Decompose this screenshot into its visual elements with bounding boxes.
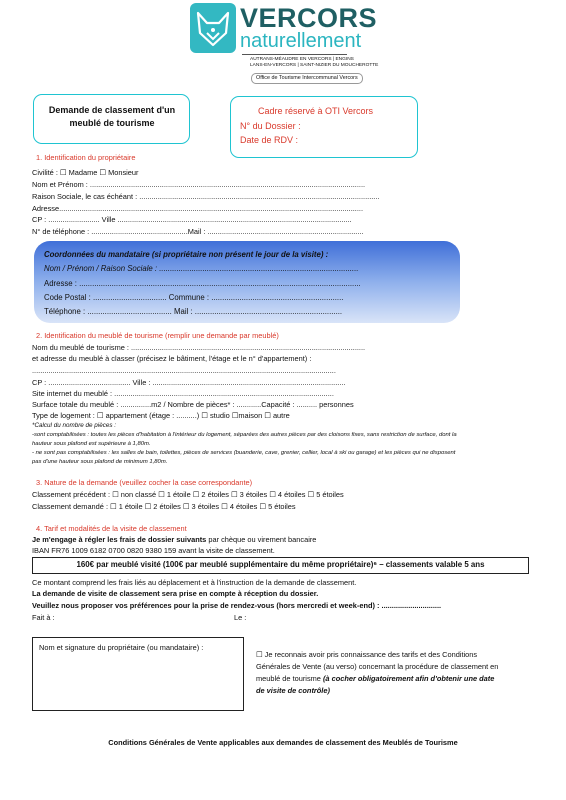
cgv-line-2: Générales de Vente (au verso) concernant la procédure de classement en bbox=[256, 662, 499, 671]
section-4-heading: 4. Tarif et modalités de la visite de classement bbox=[36, 524, 187, 533]
owner-name-field[interactable]: Nom et Prénom : ...................................................................................................................................... bbox=[32, 180, 366, 189]
owner-address-field[interactable]: Adresse.................................................................................................................................................... bbox=[32, 204, 364, 213]
payment-commitment-rest: par chèque ou virement bancaire bbox=[206, 535, 317, 544]
fox-logo-icon bbox=[190, 3, 236, 53]
cgv-line-3-text: meublé de tourisme bbox=[256, 674, 323, 683]
pieces-note-excluded-2: pas d'une hauteur sous plafond de minimum 1,80m. bbox=[32, 459, 168, 465]
civilite-checkboxes[interactable]: Civilité : ☐ Madame ☐ Monsieur bbox=[32, 168, 139, 177]
payment-commitment bbox=[32, 535, 316, 544]
signature-label: Nom et signature du propriétaire (ou mandataire) : bbox=[39, 643, 204, 652]
pieces-note-title: *Calcul du nombre de pièces : bbox=[32, 422, 117, 429]
mandataire-name-field[interactable]: Nom / Prénom / Raison Sociale : ............................................................................................ bbox=[44, 264, 359, 273]
cgv-mandatory-note: (à cocher obligatoirement afin d'obtenir une date bbox=[322, 674, 495, 683]
cgv-footer-title: Conditions Générales de Vente applicables aux demandes de classement des Meublés de Tourisme bbox=[108, 738, 458, 747]
owner-phone-mail-field[interactable]: N° de téléphone : ...............................................Mail : ............................................................................ bbox=[32, 227, 364, 236]
cgv-acknowledgement-checkbox[interactable]: ☐ Je reconnais avoir pris connaissance des tarifs et des Conditions bbox=[256, 650, 478, 659]
brand-name: VERCORS bbox=[240, 3, 378, 33]
owner-cp-ville-field[interactable]: CP : ......................... Ville .................................................................................................................. bbox=[32, 215, 352, 224]
requested-rating-checkboxes[interactable]: Classement demandé : ☐ 1 étoile ☐ 2 étoiles ☐ 3 étoiles ☐ 4 étoiles ☐ 5 étoiles bbox=[32, 502, 296, 511]
cgv-line-3 bbox=[256, 674, 494, 683]
pieces-note-included: -sont comptabilisées : toutes les pièces d'habitation à l'intérieur du logement, séparées des autres pièces par des cloisons fixes, sans restriction de surface, dont la bbox=[32, 432, 457, 438]
fait-a-field[interactable]: Fait à : bbox=[32, 613, 55, 622]
section-3-heading: 3. Nature de la demande (veuillez cocher la case correspondante) bbox=[36, 478, 253, 487]
office-badge: Office de Tourisme Intercommunal Vercors bbox=[251, 73, 363, 84]
rdv-date-field: Date de RDV : bbox=[240, 135, 299, 145]
divider bbox=[242, 54, 347, 55]
pieces-note-excluded: - ne sont pas comptabilisées : les salles de bain, toilettes, pièces de services (buanderie, cave, grenier, cellier, local à ski ou garage) et les pièces qui ne disposent bbox=[32, 450, 456, 456]
payment-commitment-bold: Je m'engage à régler les frais de dossier suivants bbox=[32, 535, 207, 544]
mandataire-phone-field[interactable]: Téléphone : ....................................... Mail : .................................................................... bbox=[44, 307, 343, 316]
pieces-note-included-2: hauteur sous plafond est supérieure à 1,80m. bbox=[32, 441, 151, 447]
company-name-field[interactable]: Raison Sociale, le cas échéant : ..................................................................................................................... bbox=[32, 192, 380, 201]
section-2-heading: 2. Identification du meublé de tourisme (remplir une demande par meublé) bbox=[36, 331, 279, 340]
towns-line-2: LANS-EN-VERCORS | SAINT-NIZIER DU MOUCHEROTTE bbox=[250, 63, 379, 68]
form-title-line-2: meublé de tourisme bbox=[69, 118, 155, 128]
date-field[interactable]: Le : bbox=[234, 613, 247, 622]
meuble-surface-field[interactable]: Surface totale du meublé : ...............m2 / Nombre de pièces* : ............Capacité : .......... personnes bbox=[32, 400, 354, 409]
brand-tagline: naturellement bbox=[240, 30, 362, 52]
form-title-line-1: Demande de classement d'un bbox=[48, 105, 176, 115]
previous-rating-checkboxes[interactable]: Classement précédent : ☐ non classé ☐ 1 étoile ☐ 2 étoiles ☐ 3 étoiles ☐ 4 étoiles ☐ 5 étoiles bbox=[32, 490, 344, 499]
meuble-cp-ville-field[interactable]: CP : ........................................ Ville : .............................................................................................. bbox=[32, 378, 346, 387]
reserved-title: Cadre réservé à OTI Vercors bbox=[258, 106, 374, 116]
towns-line-1: AUTRANS-MÉAUDRE EN VERCORS | ENGINS bbox=[250, 57, 354, 62]
iban-text: IBAN FR76 1009 6182 0700 0820 9380 159 avant la visite de classement. bbox=[32, 546, 275, 555]
meuble-name-field[interactable]: Nom du meublé de tourisme : .................................................................................................................. bbox=[32, 343, 366, 352]
logement-type-checkboxes[interactable]: Type de logement : ☐ appartement (étage : ..........) ☐ studio ☐maison ☐ autre bbox=[32, 411, 290, 420]
appointment-preference-field[interactable]: Veuillez nous proposer vos préférences pour la prise de rendez-vous (hors mercredi et week-end) : ............................. bbox=[32, 601, 442, 610]
meuble-address-label: et adresse du meublé à classer (précisez le bâtiment, l'étage et le n° d'appartement) : bbox=[32, 354, 312, 363]
mandataire-cp-field[interactable]: Code Postal : .................................. Commune : ............................................................. bbox=[44, 293, 344, 302]
meuble-website-field[interactable]: Site internet du meublé : ........................................................................................................... bbox=[32, 389, 334, 398]
cgv-line-4: de visite de contrôle) bbox=[256, 686, 330, 695]
mandataire-title: Coordonnées du mandataire (si propriétaire non présent le jour de la visite) : bbox=[44, 250, 329, 259]
dossier-notice: La demande de visite de classement sera prise en compte à réception du dossier. bbox=[32, 589, 319, 598]
fees-description: Ce montant comprend les frais liés au déplacement et à l'instruction de la demande de classement. bbox=[32, 578, 357, 587]
price-text: 160€ par meublé visité (100€ par meublé supplémentaire du même propriétaire)⁶ – classements valable 5 ans bbox=[76, 560, 485, 569]
meuble-address-field[interactable]: .................................................................................................................................................... bbox=[32, 366, 336, 375]
dossier-number-field: N° du Dossier : bbox=[240, 121, 301, 131]
mandataire-address-field[interactable]: Adresse : .................................................................................................................................. bbox=[44, 279, 361, 288]
section-1-heading: 1. Identification du propriétaire bbox=[36, 153, 136, 162]
